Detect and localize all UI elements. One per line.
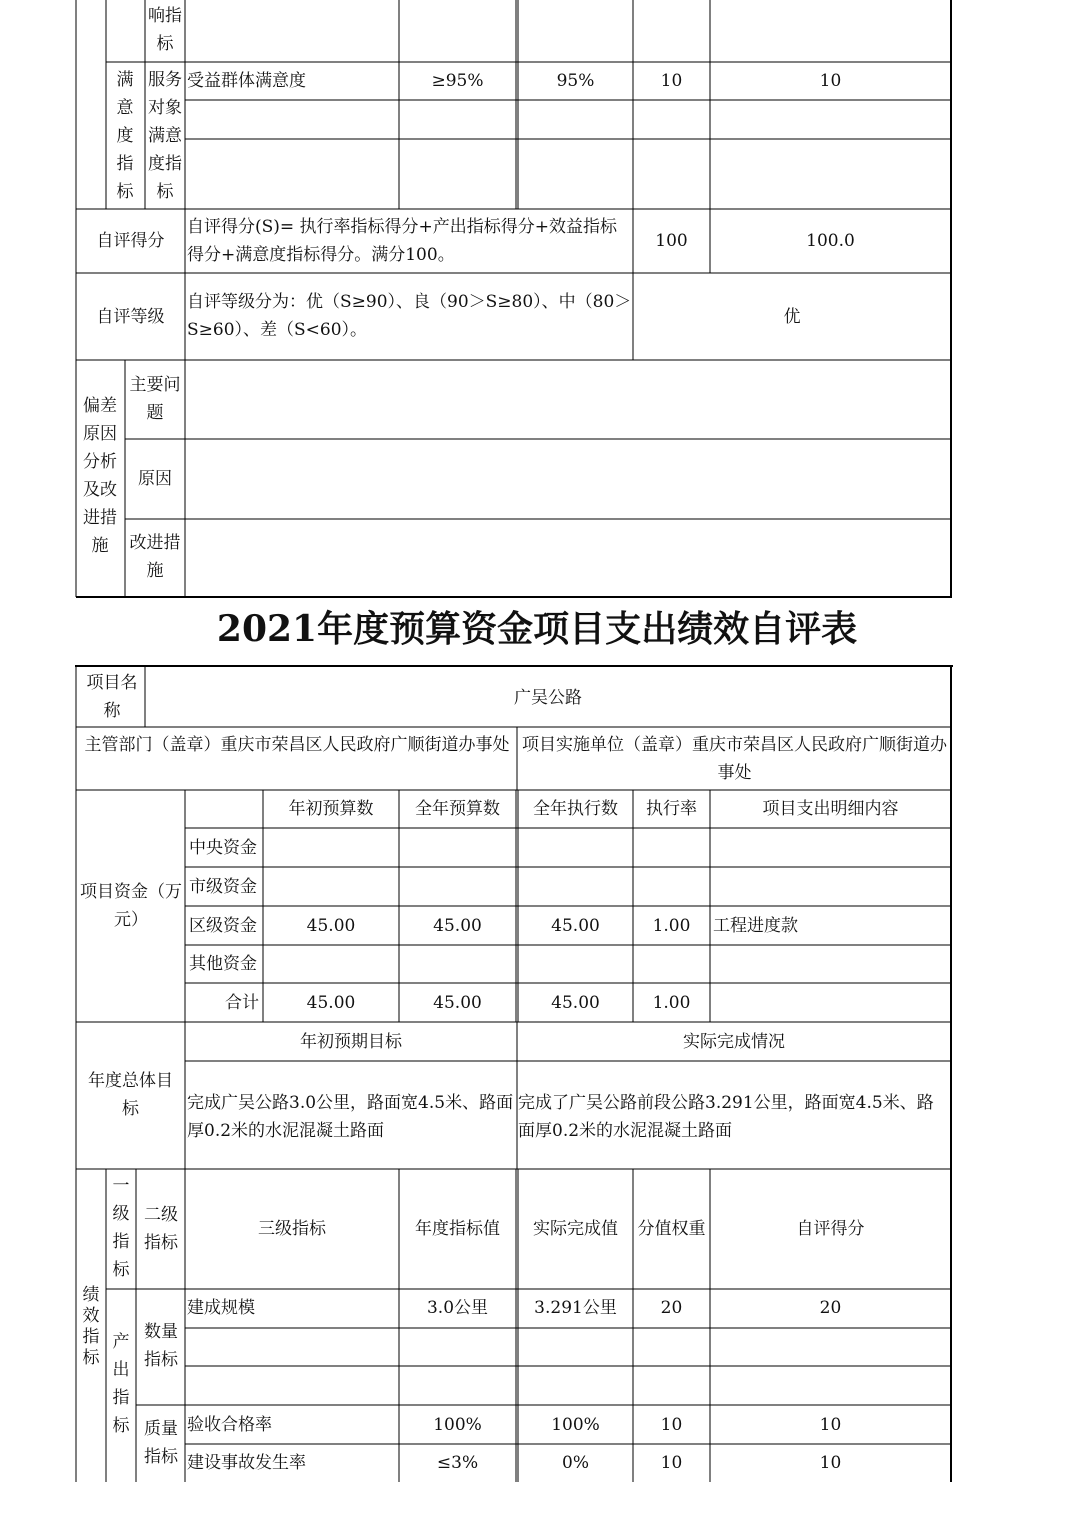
funds-row-initial: 45.00 bbox=[306, 993, 356, 1013]
funds-row-name: 区级资金 bbox=[189, 916, 257, 936]
quality-indicator-label: 质量指标 bbox=[144, 1419, 178, 1467]
quality-score: 10 bbox=[819, 1415, 842, 1435]
funds-header-executed: 全年执行数 bbox=[533, 799, 618, 819]
quality-weight: 10 bbox=[660, 1415, 683, 1435]
funds-header-detail: 项目支出明细内容 bbox=[762, 799, 899, 819]
funds-row-name: 其他资金 bbox=[189, 954, 257, 974]
deviation-measures-label: 改进措施 bbox=[129, 533, 181, 581]
project-name: 广吴公路 bbox=[514, 688, 582, 708]
funds-header-annual: 全年预算数 bbox=[415, 799, 500, 819]
quality-target: 100% bbox=[433, 1415, 482, 1435]
annual-goal-label: 年度总体目标 bbox=[88, 1071, 173, 1119]
deviation-reason-label: 原因 bbox=[138, 469, 172, 489]
satisfaction-score: 10 bbox=[819, 71, 842, 91]
funds-row-detail: 工程进度款 bbox=[713, 916, 798, 936]
project-name-label: 项目名称 bbox=[86, 673, 138, 721]
satisfaction-weight: 10 bbox=[660, 71, 683, 91]
self-score-desc: 自评得分(S)= 执行率指标得分+产出指标得分+效益指标得分+满意度指标得分。满分100。 bbox=[187, 217, 618, 265]
funds-row-executed: 45.00 bbox=[551, 993, 600, 1013]
perf-header-target: 年度指标值 bbox=[415, 1219, 500, 1239]
funds-row-name: 合计 bbox=[225, 993, 259, 1013]
perf-header-l1: 一级指标 bbox=[112, 1176, 130, 1280]
quality-l3: 验收合格率 bbox=[187, 1415, 272, 1435]
satisfaction-l3: 受益群体满意度 bbox=[187, 71, 306, 91]
satisfaction-l2-label: 服务对象满意度指标 bbox=[148, 70, 182, 202]
quantity-l3: 建成规模 bbox=[187, 1298, 255, 1318]
impact-indicator-tail: 响指标 bbox=[148, 6, 182, 54]
funds-header-initial: 年初预算数 bbox=[288, 799, 374, 819]
quality-l3: 建设事故发生率 bbox=[187, 1453, 306, 1473]
funds-row-rate: 1.00 bbox=[652, 993, 691, 1013]
funds-row-name: 中央资金 bbox=[189, 838, 257, 858]
competent-dept: 主管部门（盖章）重庆市荣昌区人民政府广顺街道办事处 bbox=[84, 735, 510, 755]
quantity-actual: 3.291公里 bbox=[534, 1298, 617, 1318]
quality-actual: 100% bbox=[551, 1415, 600, 1435]
funds-row-name: 市级资金 bbox=[189, 877, 257, 897]
quality-weight: 10 bbox=[660, 1453, 683, 1473]
implementing-unit: 项目实施单位（盖章）重庆市荣昌区人民政府广顺街道办事处 bbox=[522, 735, 947, 783]
goal-actual: 完成了广吴公路前段公路3.291公里，路面宽4.5米、路面厚0.2米的水泥混凝土路面 bbox=[518, 1093, 934, 1141]
deviation-label: 偏差原因分析及改进措施 bbox=[83, 396, 117, 556]
self-score-label: 自评得分 bbox=[96, 231, 165, 251]
funds-row-initial: 45.00 bbox=[306, 916, 356, 936]
quality-actual: 0% bbox=[562, 1453, 589, 1473]
deviation-issues-label: 主要问题 bbox=[129, 375, 181, 423]
output-indicator-label: 产出指标 bbox=[112, 1332, 130, 1436]
funds-row-annual: 45.00 bbox=[433, 916, 482, 936]
quantity-weight: 20 bbox=[660, 1298, 683, 1318]
perf-header-weight: 分值权重 bbox=[637, 1219, 706, 1239]
satisfaction-l1-label: 满意度指标 bbox=[116, 70, 134, 202]
self-score-weight: 100 bbox=[655, 231, 688, 251]
quantity-indicator-label: 数量指标 bbox=[144, 1322, 178, 1370]
perf-header-l2: 二级指标 bbox=[144, 1205, 178, 1253]
performance-label: 绩效指标 bbox=[82, 1285, 100, 1368]
self-grade-desc: 自评等级分为：优（S≥90）、良（90＞S≥80）、中（80＞S≥60）、差（S<60）。 bbox=[187, 292, 632, 340]
quality-score: 10 bbox=[819, 1453, 842, 1473]
self-grade-value: 优 bbox=[783, 307, 801, 327]
funds-label: 项目资金（万元） bbox=[80, 882, 182, 930]
goal-actual-header: 实际完成情况 bbox=[683, 1032, 785, 1052]
satisfaction-target: ≥95% bbox=[431, 71, 484, 91]
funds-header-rate: 执行率 bbox=[646, 799, 697, 819]
page-title: 2021年度预算资金项目支出绩效自评表 bbox=[216, 608, 858, 650]
self-score-value: 100.0 bbox=[806, 231, 855, 251]
self-grade-label: 自评等级 bbox=[96, 307, 165, 327]
satisfaction-actual: 95% bbox=[556, 71, 595, 91]
quantity-target: 3.0公里 bbox=[426, 1298, 489, 1318]
funds-row-rate: 1.00 bbox=[652, 916, 691, 936]
goal-expected-header: 年初预期目标 bbox=[300, 1032, 402, 1052]
funds-row-annual: 45.00 bbox=[433, 993, 482, 1013]
perf-header-l3: 三级指标 bbox=[258, 1219, 326, 1239]
quantity-score: 20 bbox=[819, 1298, 842, 1318]
funds-row-executed: 45.00 bbox=[551, 916, 600, 936]
goal-expected: 完成广吴公路3.0公里，路面宽4.5米、路面厚0.2米的水泥混凝土路面 bbox=[187, 1093, 514, 1141]
perf-header-score: 自评得分 bbox=[796, 1219, 865, 1239]
quality-target: ≤3% bbox=[436, 1453, 479, 1473]
perf-header-actual: 实际完成值 bbox=[533, 1219, 618, 1239]
